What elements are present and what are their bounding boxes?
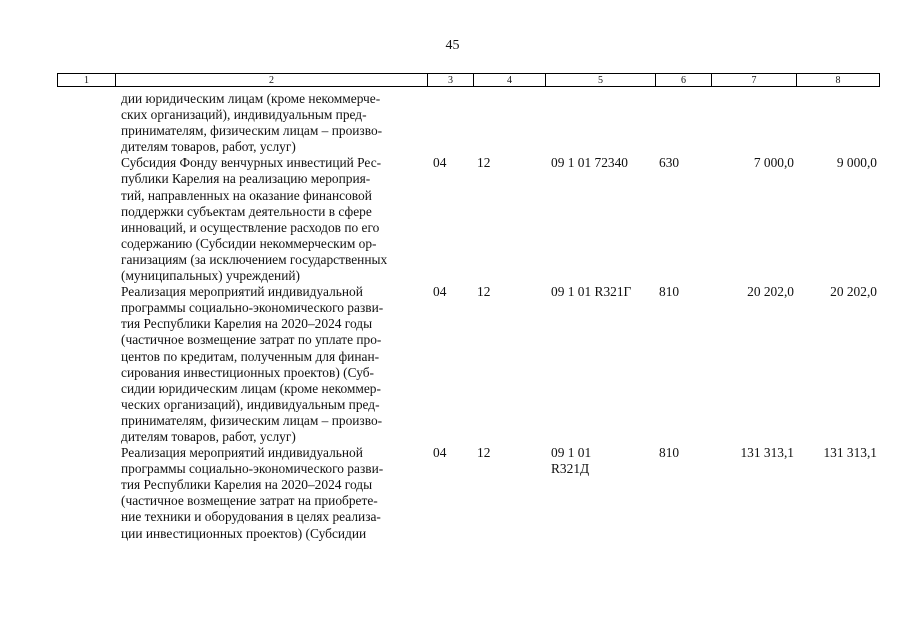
description-line: принимателям, физическим лицам – произво-: [121, 412, 383, 428]
cell-target-article: [545, 155, 655, 284]
cell-target-article: [545, 445, 655, 542]
description-line: сирования инвестиционных проектов) (Суб-: [121, 364, 374, 380]
description-line: Реализация мероприятий индивидуальной: [121, 284, 363, 300]
cell-expense-type: 630: [659, 155, 680, 171]
description-line: (муниципальных) учреждений): [121, 268, 301, 284]
description-line: Реализация мероприятий индивидуальной: [121, 445, 363, 461]
cell-subsection: 12: [477, 445, 491, 461]
cell-section: 04: [433, 155, 447, 171]
cell-subsection: 12: [477, 155, 491, 171]
cell-target-article: [545, 284, 655, 445]
column-number-header: [57, 73, 880, 87]
description-line: тий, направленных на оказание финансовой: [121, 187, 372, 203]
description-line: публики Карелия на реализацию мероприя-: [121, 171, 371, 187]
table-row: [57, 91, 879, 155]
cell-col1: [57, 91, 115, 155]
description-line: сидии юридическим лицам (кроме некоммер-: [121, 380, 381, 396]
cell-description: [115, 155, 427, 284]
header-cell-1: 1: [58, 74, 116, 87]
header-row: [58, 74, 880, 87]
cell-section: [427, 91, 473, 155]
cell-description: [115, 445, 427, 542]
header-cell-2: 2: [116, 74, 428, 87]
header-cell-7: 7: [712, 74, 797, 87]
cell-subsection: [473, 91, 545, 155]
description-line: дии юридическим лицам (кроме некоммерче-: [121, 91, 381, 106]
description-line: (частичное возмещение затрат по уплате про-: [121, 332, 382, 348]
cell-section: 04: [433, 445, 447, 461]
cell-expense-type: [655, 91, 711, 155]
description-line: принимателям, физическим лицам – произво-: [121, 123, 383, 139]
description-line: дителям товаров, работ, услуг): [121, 139, 296, 155]
table-row: [57, 284, 879, 445]
cell-amount-1: 7 000,0: [753, 155, 794, 171]
description-line: поддержки субъектам деятельности в сфере: [121, 203, 372, 219]
cell-expense-type: 810: [659, 445, 680, 461]
header-cell-6: 6: [656, 74, 712, 87]
target-article-line: 09 1 01: [551, 445, 592, 461]
table-row: [57, 445, 879, 542]
cell-description: [115, 284, 427, 445]
description-line: программы социально-экономического разви-: [121, 461, 384, 477]
header-cell-5: 5: [546, 74, 656, 87]
target-article-line: 09 1 01 72340: [551, 155, 628, 171]
cell-amount-1: 20 202,0: [747, 284, 794, 300]
cell-amount-2: 131 313,1: [823, 445, 877, 461]
description-line: дителям товаров, работ, услуг): [121, 428, 296, 444]
description-line: тия Республики Карелия на 2020–2024 годы: [121, 316, 373, 332]
cell-subsection: 12: [477, 284, 491, 300]
description-line: содержанию (Субсидии некоммерческим ор-: [121, 235, 377, 251]
description-line: ских организаций), индивидуальным пред-: [121, 107, 367, 123]
cell-col1: [57, 284, 115, 445]
header-cell-4: 4: [474, 74, 546, 87]
target-article-line: R321Д: [551, 461, 590, 477]
description-line: ции инвестиционных проектов) (Субсидии: [121, 525, 367, 541]
target-article-line: 09 1 01 R321Г: [551, 284, 632, 300]
description-line: ганизациям (за исключением государственных: [121, 251, 388, 267]
table-row: [57, 155, 879, 284]
description-line: Субсидия Фонду венчурных инвестиций Рес-: [121, 155, 382, 171]
description-line: инноваций, и осуществление расходов по его: [121, 219, 380, 235]
cell-description: [115, 91, 427, 155]
cell-amount-2: 9 000,0: [836, 155, 877, 171]
header-cell-3: 3: [428, 74, 474, 87]
cell-col1: [57, 155, 115, 284]
page-number: 45: [445, 38, 460, 53]
cell-col1: [57, 445, 115, 542]
cell-amount-2: [796, 91, 879, 155]
budget-table-body: [57, 91, 879, 542]
cell-amount-2: 20 202,0: [830, 284, 877, 300]
cell-expense-type: 810: [659, 284, 680, 300]
description-line: центов по кредитам, полученным для финан-: [121, 348, 380, 364]
description-line: ческих организаций), индивидуальным пред-: [121, 396, 380, 412]
description-line: ние техники и оборудования в целях реализа-: [121, 509, 381, 525]
cell-amount-1: 131 313,1: [740, 445, 794, 461]
description-line: тия Республики Карелия на 2020–2024 годы: [121, 477, 373, 493]
cell-section: 04: [433, 284, 447, 300]
description-line: программы социально-экономического разви-: [121, 300, 384, 316]
description-line: (частичное возмещение затрат на приобрете-: [121, 493, 378, 509]
header-cell-8: 8: [797, 74, 880, 87]
cell-target-article: [545, 91, 655, 155]
cell-amount-1: [711, 91, 796, 155]
